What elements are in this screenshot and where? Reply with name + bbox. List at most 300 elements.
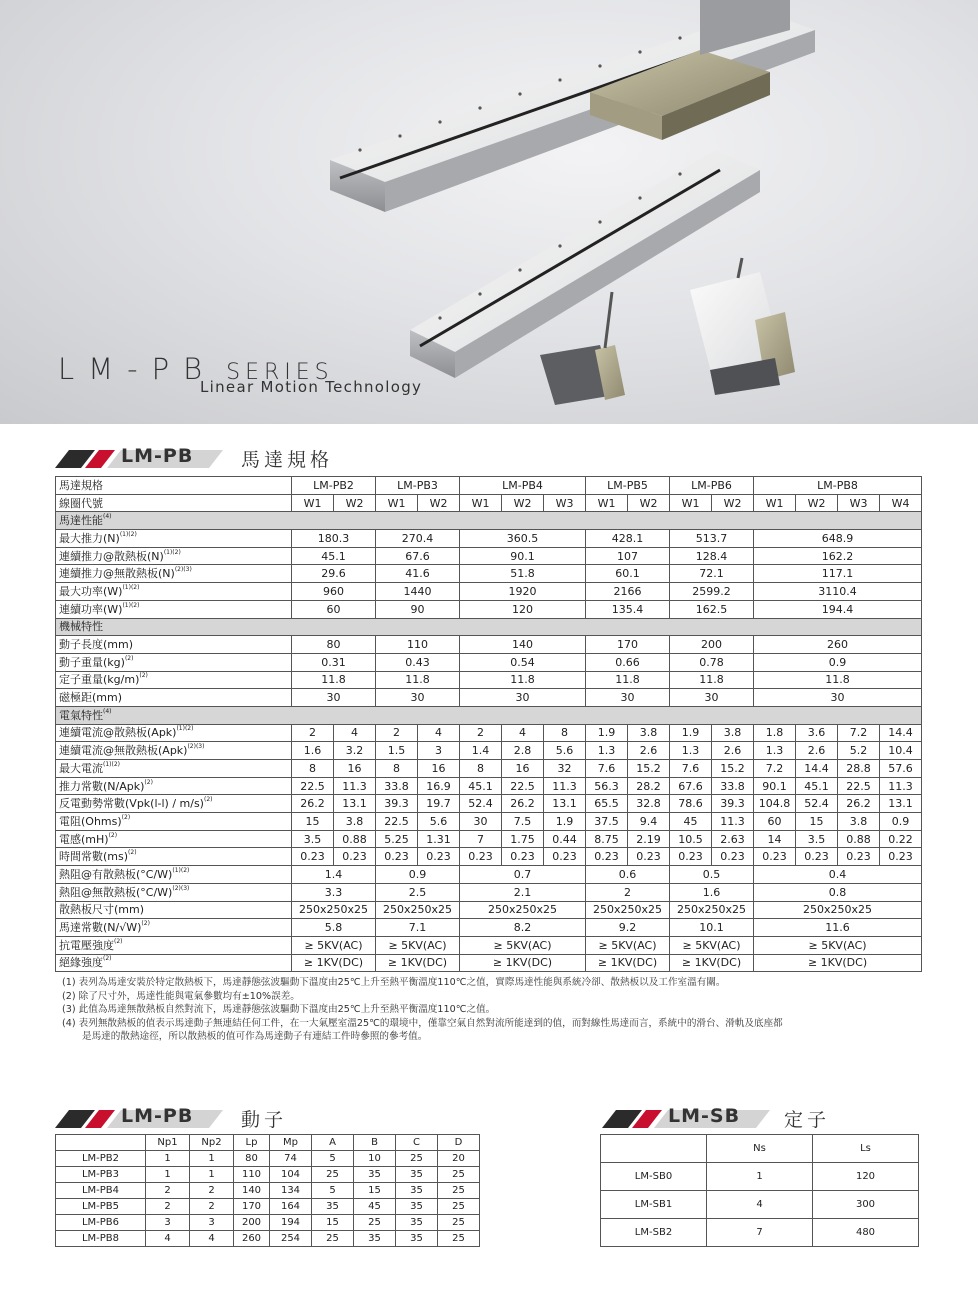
spec-value: 11.3: [880, 777, 922, 795]
stator-section-header: [602, 1104, 922, 1130]
spec-value: 1.3: [586, 742, 628, 760]
spec-value: 5.6: [418, 813, 460, 831]
table-cell: 170: [234, 1199, 270, 1215]
spec-value: 7.6: [670, 760, 712, 778]
spec-value: 4: [502, 724, 544, 742]
spec-value: 57.6: [880, 760, 922, 778]
spec-value: 2.5: [376, 883, 460, 901]
table-cell: 35: [396, 1231, 438, 1247]
footnote-ref: (2)(3): [172, 884, 190, 892]
model-header: LM-PB2: [292, 477, 376, 495]
spec-value: 0.23: [712, 848, 754, 866]
spec-value: 26.2: [838, 795, 880, 813]
spec-value: 162.5: [670, 600, 754, 618]
coil-label: 線圈代號: [56, 494, 292, 512]
spec-value: 30: [292, 689, 376, 707]
spec-value: ≥ 5KV(AC): [754, 936, 922, 954]
spec-value: 200: [670, 636, 754, 654]
spec-row: [56, 547, 922, 565]
table-cell: 5: [312, 1151, 354, 1167]
spec-label-text: 連續推力@無散熱板(N): [59, 567, 175, 581]
spec-value: 39.3: [376, 795, 418, 813]
table-cell: 25: [438, 1167, 480, 1183]
spec-value: 9.4: [628, 813, 670, 831]
spec-row-label: [56, 671, 292, 689]
spec-value: 11.3: [544, 777, 586, 795]
spec-value: 2: [292, 724, 334, 742]
spec-value: 3: [418, 742, 460, 760]
table-cell: 35: [396, 1167, 438, 1183]
spec-value: 250x250x25: [670, 901, 754, 919]
coil-code: W2: [628, 494, 670, 512]
table-cell: LM-PB4: [56, 1183, 146, 1199]
spec-value: 7: [460, 830, 502, 848]
table-cell: Np1: [146, 1135, 190, 1151]
spec-value: 1.3: [754, 742, 796, 760]
spec-value: 1920: [460, 583, 586, 601]
spec-value: 0.23: [880, 848, 922, 866]
spec-value: 22.5: [376, 813, 418, 831]
table-cell: 35: [396, 1215, 438, 1231]
spec-value: 30: [460, 813, 502, 831]
footnote-ref: (1)(2): [163, 548, 181, 556]
coil-code: W2: [334, 494, 376, 512]
coil-code: W1: [670, 494, 712, 512]
spec-value: 250x250x25: [292, 901, 376, 919]
spec-row: [56, 583, 922, 601]
spec-row: [56, 919, 922, 937]
spec-value: 60: [754, 813, 796, 831]
spec-value: 513.7: [670, 530, 754, 548]
spec-row-label: [56, 813, 292, 831]
table-cell: 4: [146, 1231, 190, 1247]
table-cell: 2: [146, 1183, 190, 1199]
spec-row: [56, 724, 922, 742]
spec-label-text: 最大電流: [59, 761, 103, 775]
spec-row: [56, 653, 922, 671]
spec-value: 45.1: [460, 777, 502, 795]
spec-value: 8: [376, 760, 418, 778]
table-cell: 10: [354, 1151, 396, 1167]
spec-value: 0.23: [586, 848, 628, 866]
table-row: [56, 1167, 480, 1183]
model-header: LM-PB8: [754, 477, 922, 495]
spec-value: 162.2: [754, 547, 922, 565]
spec-value: 10.4: [880, 742, 922, 760]
section-title-text: 機械特性: [59, 620, 103, 634]
spec-value: 135.4: [586, 600, 670, 618]
spec-row-label: [56, 583, 292, 601]
footnote-ref: (2): [103, 955, 112, 963]
table-cell: 194: [270, 1215, 312, 1231]
spec-value: 5.6: [544, 742, 586, 760]
spec-label-text: 定子重量(kg/m): [59, 673, 140, 687]
spec-value: 32: [544, 760, 586, 778]
spec-value: 30: [376, 689, 460, 707]
spec-label-text: 最大推力(N): [59, 531, 120, 545]
spec-label-text: 馬達常數(N/√W): [59, 921, 142, 935]
footnote: (4) 表列無散熱板的值表示馬達動子無連結任何工件，在一大氣壓室溫25℃的環境中，僅靠空氣自然對流所能達到的值，而對線性馬達而言，系統中的滑台、滑軌及底座都: [62, 1017, 783, 1029]
coil-code: W2: [418, 494, 460, 512]
spec-value: 0.43: [376, 653, 460, 671]
spec-label-text: 連續推力@散熱板(N): [59, 549, 164, 563]
model-header: LM-PB4: [460, 477, 586, 495]
spec-value: 37.5: [586, 813, 628, 831]
table-cell: 5: [312, 1183, 354, 1199]
spec-value: 260: [754, 636, 922, 654]
spec-label-text: 熱阻@無散熱板(°C/W): [59, 885, 173, 899]
spec-row: [56, 813, 922, 831]
spec-row-label: [56, 883, 292, 901]
spec-value: ≥ 5KV(AC): [586, 936, 670, 954]
coil-code: W2: [796, 494, 838, 512]
spec-value: 1.4: [292, 866, 376, 884]
spec-value: 0.22: [880, 830, 922, 848]
coil-code: W2: [712, 494, 754, 512]
spec-value: 110: [376, 636, 460, 654]
spec-value: 60.1: [586, 565, 670, 583]
spec-value: 33.8: [712, 777, 754, 795]
spec-value: 170: [586, 636, 670, 654]
spec-row-label: [56, 936, 292, 954]
spec-value: 3.8: [712, 724, 754, 742]
spec-value: 2.1: [460, 883, 586, 901]
spec-row: [56, 636, 922, 654]
spec-value: ≥ 1KV(DC): [460, 954, 586, 972]
spec-value: 1.8: [754, 724, 796, 742]
table-cell: 4: [707, 1191, 813, 1219]
spec-row-label: [56, 777, 292, 795]
spec-value: 13.1: [880, 795, 922, 813]
table-cell: 1: [146, 1151, 190, 1167]
spec-value: 41.6: [376, 565, 460, 583]
spec-value: 0.88: [334, 830, 376, 848]
table-cell: 74: [270, 1151, 312, 1167]
table-cell: Ls: [813, 1135, 919, 1163]
spec-row: [56, 530, 922, 548]
section-title: [56, 618, 922, 636]
spec-value: 1.75: [502, 830, 544, 848]
spec-value: 15.2: [712, 760, 754, 778]
table-cell: 3: [190, 1215, 234, 1231]
spec-value: 14: [754, 830, 796, 848]
footnote: (3) 此值為馬達無散熱板自然對流下，馬達靜態弦波驅動下溫度由25℃上升至熱平衡溫度110℃之值。: [62, 1004, 496, 1016]
spec-value: 107: [586, 547, 670, 565]
table-cell: LM-PB2: [56, 1151, 146, 1167]
spec-value: 60: [292, 600, 376, 618]
spec-value: 0.7: [460, 866, 586, 884]
coil-code: W1: [460, 494, 502, 512]
footnote-ref: (1)(2): [119, 530, 137, 538]
footnote-ref: (2): [141, 920, 150, 928]
table-row: [601, 1219, 919, 1247]
spec-value: 67.6: [670, 777, 712, 795]
coil-code: W2: [502, 494, 544, 512]
spec-value: 14.4: [796, 760, 838, 778]
mover-section-header: [55, 1104, 375, 1130]
spec-value: 117.1: [754, 565, 922, 583]
model-header-row: [56, 477, 922, 495]
spec-value: 0.23: [376, 848, 418, 866]
spec-label-text: 反電動勢常數(Vpk(l-l) / m/s): [59, 797, 204, 811]
spec-value: 29.6: [292, 565, 376, 583]
spec-value: ≥ 1KV(DC): [754, 954, 922, 972]
spec-value: 15.2: [628, 760, 670, 778]
spec-row-label: [56, 848, 292, 866]
spec-value: 360.5: [460, 530, 586, 548]
spec-value: 10.1: [670, 919, 754, 937]
spec-value: 0.23: [754, 848, 796, 866]
table-cell: D: [438, 1135, 480, 1151]
spec-value: 3110.4: [754, 583, 922, 601]
spec-value: 0.6: [586, 866, 670, 884]
spec-value: 2: [376, 724, 418, 742]
table-cell: 25: [438, 1199, 480, 1215]
mover-section-title: 動子: [241, 1109, 288, 1131]
footnote-ref: (2)(3): [187, 743, 205, 751]
spec-value: 51.8: [460, 565, 586, 583]
footnote-ref: (2): [124, 654, 134, 662]
spec-value: 2.63: [712, 830, 754, 848]
footnote-ref: (4): [103, 513, 112, 521]
table-cell: 25: [438, 1215, 480, 1231]
table-cell: 1: [707, 1163, 813, 1191]
spec-label-text: 熱阻@有散熱板(°C/W): [59, 867, 173, 881]
spec-value: ≥ 1KV(DC): [586, 954, 670, 972]
spec-value: 0.9: [880, 813, 922, 831]
spec-value: 2166: [586, 583, 670, 601]
spec-value: 0.8: [754, 883, 922, 901]
table-row: [601, 1191, 919, 1219]
spec-value: 0.23: [502, 848, 544, 866]
spec-value: 120: [460, 600, 586, 618]
footnote-ref: (2): [144, 778, 153, 786]
spec-label-text: 連續電流@無散熱板(Apk): [59, 744, 188, 758]
spec-value: 78.6: [670, 795, 712, 813]
spec-value: 250x250x25: [376, 901, 460, 919]
spec-value: 22.5: [838, 777, 880, 795]
spec-label-text: 電感(mH): [59, 832, 109, 846]
coil-code: W3: [544, 494, 586, 512]
spec-value: 3.5: [292, 830, 334, 848]
table-cell: 134: [270, 1183, 312, 1199]
spec-label-text: 最大功率(W): [59, 584, 123, 598]
table-cell: 104: [270, 1167, 312, 1183]
spec-value: 80: [292, 636, 376, 654]
spec-row: [56, 671, 922, 689]
motor-spec-table: [55, 476, 922, 972]
spec-value: 22.5: [292, 777, 334, 795]
spec-title-cell: 馬達規格: [56, 477, 292, 495]
table-cell: 15: [312, 1215, 354, 1231]
table-cell: 25: [396, 1151, 438, 1167]
spec-value: 250x250x25: [460, 901, 586, 919]
spec-value: 8: [460, 760, 502, 778]
spec-value: 1.9: [586, 724, 628, 742]
spec-row-label: [56, 565, 292, 583]
footnote-ref: (2): [121, 813, 131, 821]
spec-row-label: [56, 600, 292, 618]
coil-code: W1: [754, 494, 796, 512]
spec-value: ≥ 5KV(AC): [292, 936, 376, 954]
table-cell: LM-PB8: [56, 1231, 146, 1247]
spec-label-text: 磁極距(mm): [59, 691, 123, 705]
footnote: (2) 除了尺寸外，馬達性能與電氣參數均有±10%誤差。: [62, 990, 300, 1002]
spec-value: 45: [670, 813, 712, 831]
spec-label-text: 動子長度(mm): [59, 638, 134, 652]
table-cell: 25: [312, 1231, 354, 1247]
spec-value: ≥ 1KV(DC): [670, 954, 754, 972]
table-cell: 35: [354, 1167, 396, 1183]
spec-value: 65.5: [586, 795, 628, 813]
spec-row: [56, 901, 922, 919]
spec-value: 1.6: [292, 742, 334, 760]
spec-value: 2.6: [712, 742, 754, 760]
spec-value: 0.23: [838, 848, 880, 866]
spec-value: 9.2: [586, 919, 670, 937]
spec-value: 0.31: [292, 653, 376, 671]
spec-value: 2.6: [796, 742, 838, 760]
footnote-ref: (2)(3): [174, 566, 192, 574]
spec-value: ≥ 1KV(DC): [376, 954, 460, 972]
series-title: LM-PB SERIES: [58, 352, 334, 386]
footnote-ref: (2): [108, 831, 118, 839]
spec-value: ≥ 5KV(AC): [376, 936, 460, 954]
spec-row: [56, 866, 922, 884]
spec-value: 8: [292, 760, 334, 778]
table-cell: 45: [354, 1199, 396, 1215]
spec-row-label: [56, 760, 292, 778]
spec-value: 16: [334, 760, 376, 778]
spec-value: 3.3: [292, 883, 376, 901]
spec-value: 15: [796, 813, 838, 831]
spec-value: 28.2: [628, 777, 670, 795]
table-cell: Np2: [190, 1135, 234, 1151]
spec-value: 2.19: [628, 830, 670, 848]
spec-value: 2599.2: [670, 583, 754, 601]
spec-value: 30: [586, 689, 670, 707]
spec-value: 1.5: [376, 742, 418, 760]
spec-value: 14.4: [880, 724, 922, 742]
table-row: [601, 1163, 919, 1191]
coil-code: W1: [376, 494, 418, 512]
spec-value: 30: [670, 689, 754, 707]
spec-value: 0.23: [670, 848, 712, 866]
model-header: LM-PB3: [376, 477, 460, 495]
spec-value: 30: [754, 689, 922, 707]
model-header: LM-PB5: [586, 477, 670, 495]
footnote-ref: (1)(2): [122, 583, 140, 591]
table-cell: 300: [813, 1191, 919, 1219]
table-row: [56, 1183, 480, 1199]
section-title-row: [56, 618, 922, 636]
spec-row-label: [56, 830, 292, 848]
mover-table: [55, 1134, 480, 1247]
section-title-row: [56, 512, 922, 530]
coil-header-row: [56, 494, 922, 512]
spec-value: 26.2: [502, 795, 544, 813]
spec-value: 1.3: [670, 742, 712, 760]
spec-value: 104.8: [754, 795, 796, 813]
spec-value: 13.1: [334, 795, 376, 813]
spec-value: 11.8: [754, 671, 922, 689]
table-cell: 7: [707, 1219, 813, 1247]
spec-value: 648.9: [754, 530, 922, 548]
footnotes: [62, 976, 932, 1044]
spec-value: 0.9: [376, 866, 460, 884]
spec-row: [56, 954, 922, 972]
spec-row: [56, 742, 922, 760]
section-title-text: 電氣特性: [59, 708, 103, 722]
section-title-text: 馬達性能: [59, 514, 103, 528]
table-cell: [56, 1135, 146, 1151]
section-title: [56, 512, 922, 530]
spec-value: 22.5: [502, 777, 544, 795]
table-cell: 110: [234, 1167, 270, 1183]
spec-value: 45.1: [796, 777, 838, 795]
coil-code: W1: [292, 494, 334, 512]
spec-section-header: [55, 444, 375, 470]
table-cell: LM-PB6: [56, 1215, 146, 1231]
spec-value: 0.23: [334, 848, 376, 866]
spec-value: 1.6: [670, 883, 754, 901]
coil-code: W4: [880, 494, 922, 512]
spec-label-text: 散熱板尺寸(mm): [59, 903, 145, 917]
spec-row: [56, 777, 922, 795]
spec-row-label: [56, 636, 292, 654]
spec-value: 0.44: [544, 830, 586, 848]
spec-value: 0.9: [754, 653, 922, 671]
table-cell: LM-PB3: [56, 1167, 146, 1183]
spec-value: 3.6: [796, 724, 838, 742]
spec-value: 3.8: [334, 813, 376, 831]
spec-value: 2.6: [628, 742, 670, 760]
spec-value: 15: [292, 813, 334, 831]
table-cell: 35: [354, 1231, 396, 1247]
table-cell: A: [312, 1135, 354, 1151]
table-cell: 1: [146, 1167, 190, 1183]
spec-value: 7.6: [586, 760, 628, 778]
spec-value: 5.25: [376, 830, 418, 848]
hero-banner: [0, 0, 978, 424]
table-header-row: [601, 1135, 919, 1163]
coil-code: W1: [586, 494, 628, 512]
spec-value: 8.2: [460, 919, 586, 937]
spec-value: 45.1: [292, 547, 376, 565]
spec-value: 428.1: [586, 530, 670, 548]
spec-value: 11.6: [754, 919, 922, 937]
spec-value: 11.8: [586, 671, 670, 689]
table-cell: 2: [190, 1199, 234, 1215]
spec-label-text: 動子重量(kg): [59, 655, 125, 669]
table-header-row: [56, 1135, 480, 1151]
footnote: (1) 表列為馬達安裝於特定散熱板下，馬達靜態弦波驅動下溫度由25℃上升至熱平衡溫度110℃之值，實際馬達性能與系統冷卻、散熱板以及工作室溫有關。: [62, 977, 726, 988]
spec-value: 10.5: [670, 830, 712, 848]
spec-value: 11.3: [334, 777, 376, 795]
spec-value: 5.2: [838, 742, 880, 760]
spec-row: [56, 600, 922, 618]
spec-row-label: [56, 653, 292, 671]
stator-section-model: LM-SB: [668, 1105, 741, 1127]
spec-value: ≥ 1KV(DC): [292, 954, 376, 972]
spec-value: 128.4: [670, 547, 754, 565]
spec-value: 13.1: [544, 795, 586, 813]
spec-value: 1.9: [670, 724, 712, 742]
spec-value: 33.8: [376, 777, 418, 795]
footnote-ref: (2): [128, 849, 137, 857]
spec-value: ≥ 5KV(AC): [460, 936, 586, 954]
spec-value: 270.4: [376, 530, 460, 548]
